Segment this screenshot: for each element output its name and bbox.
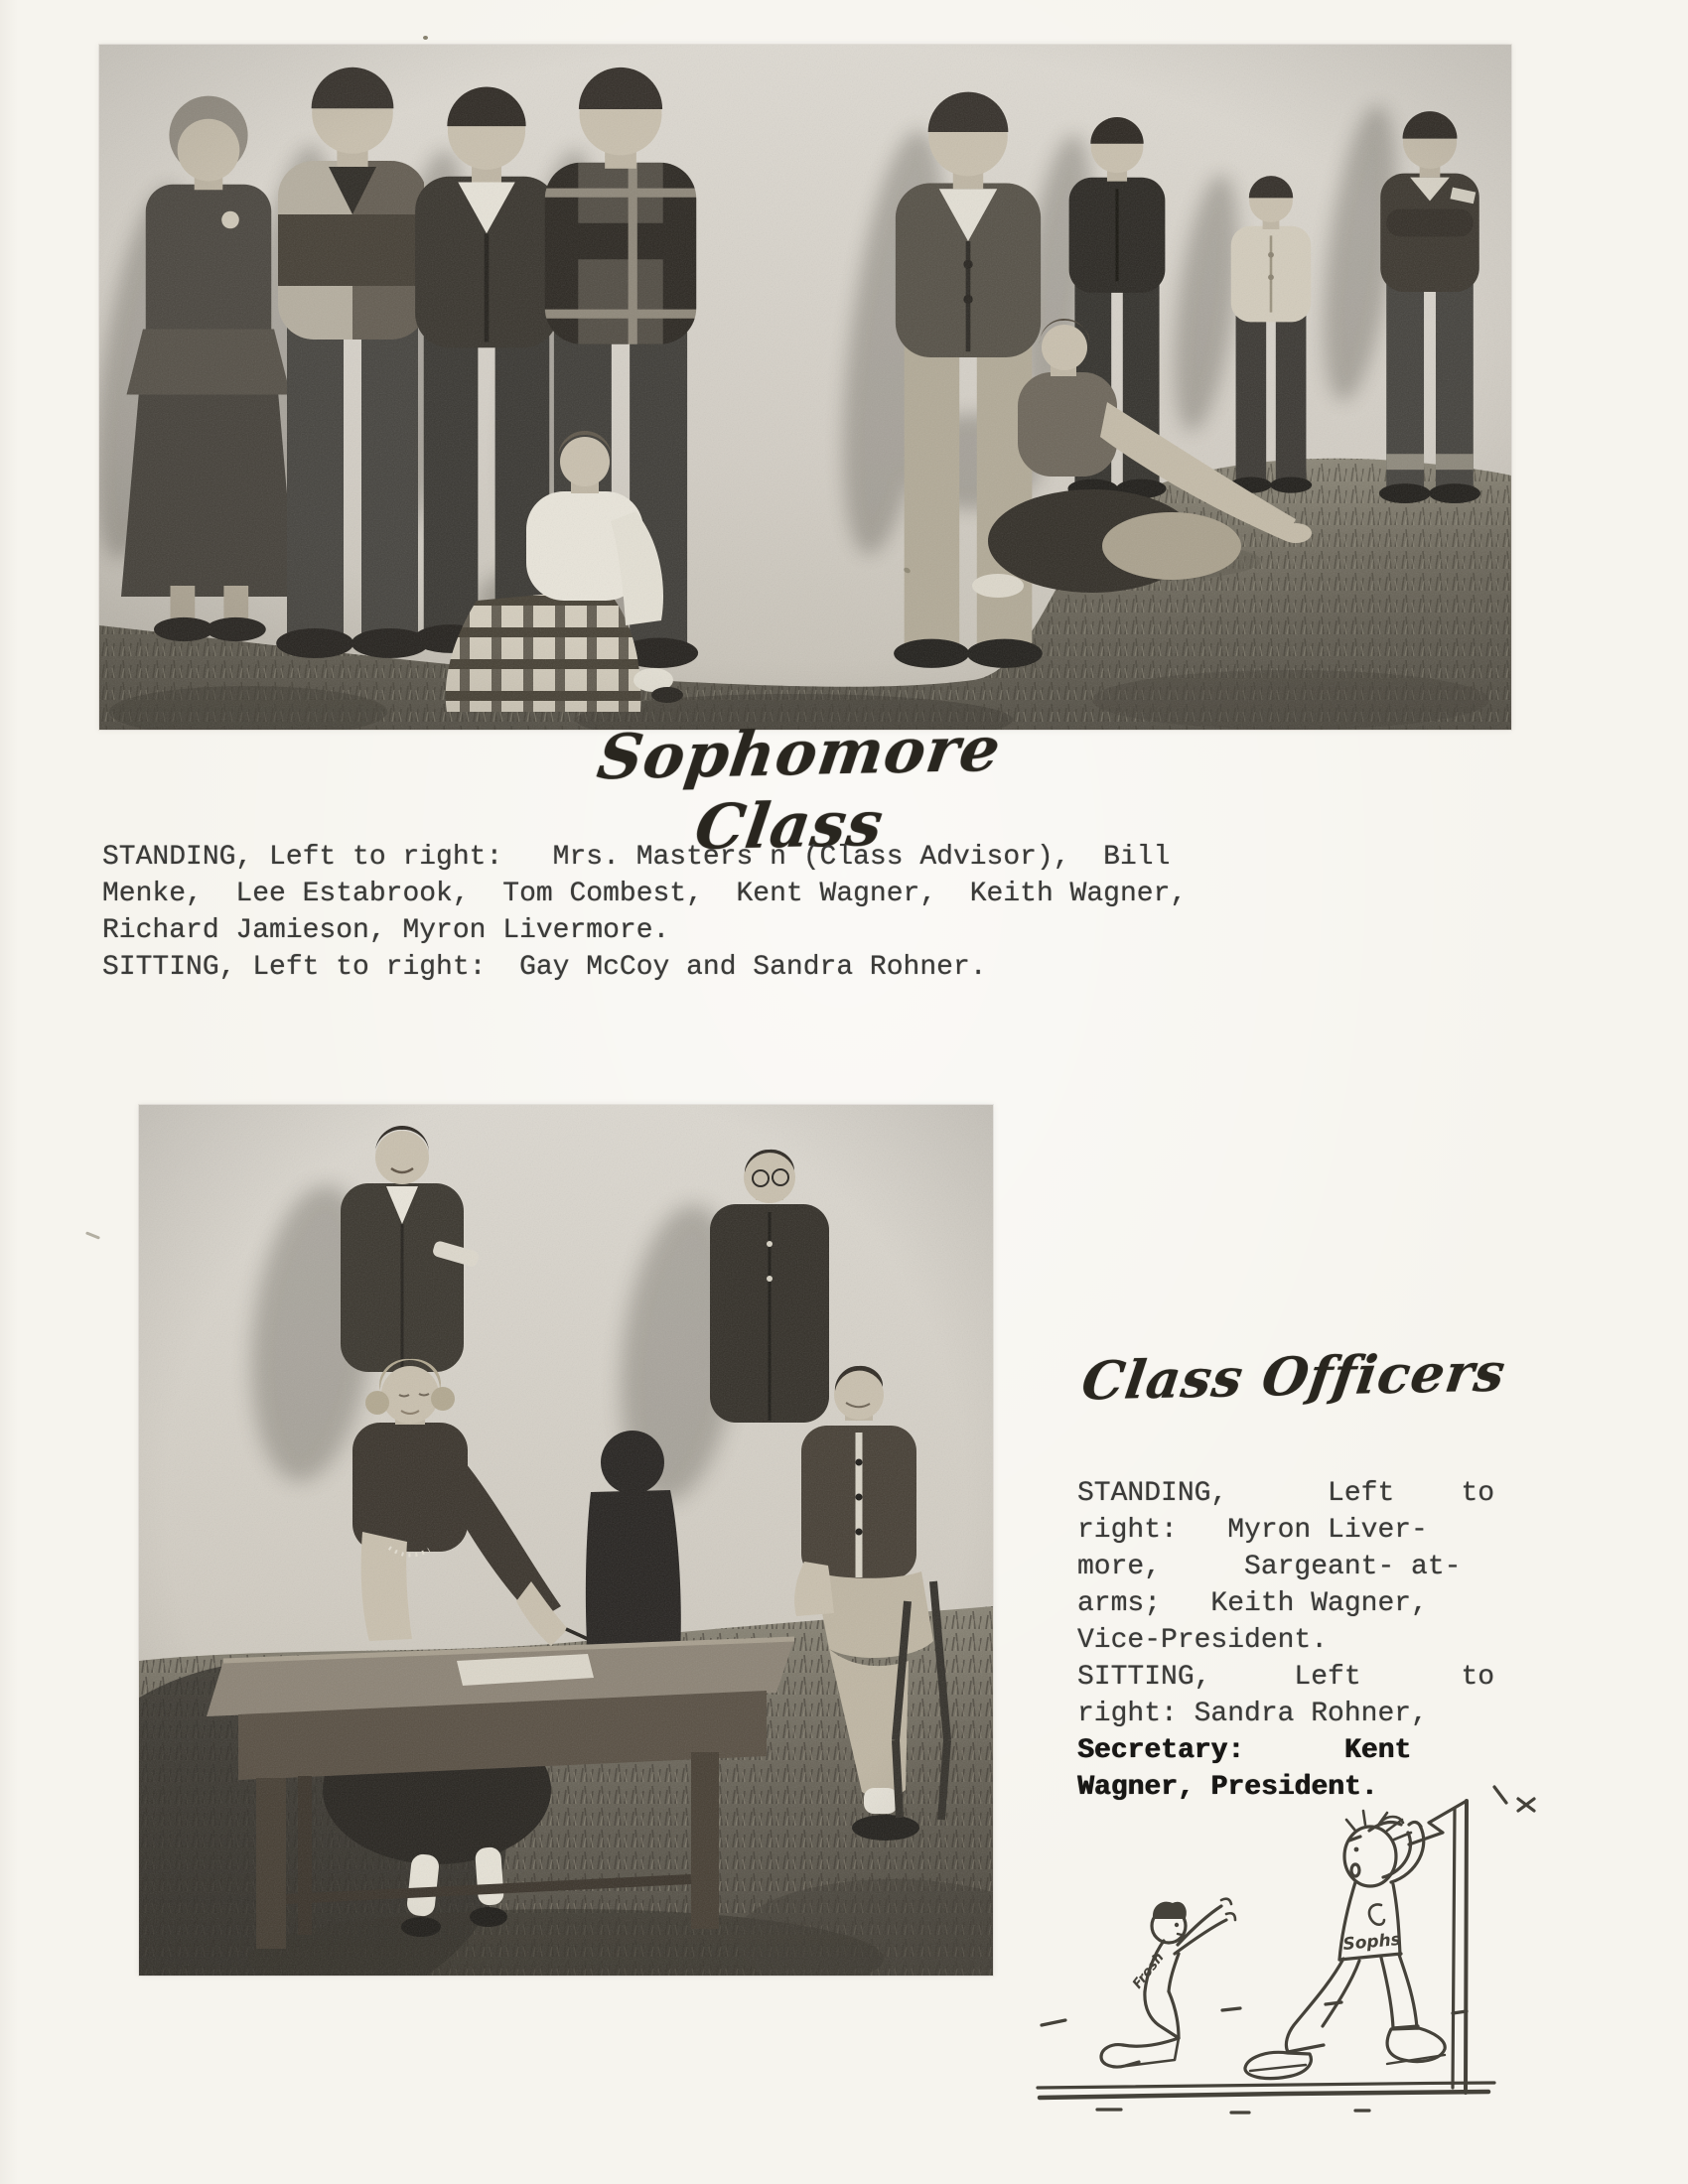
scan-speck [423, 36, 428, 40]
class-officers-photo [139, 1105, 993, 1976]
sophs-shirt-label: Sophs [1341, 1929, 1402, 1955]
photo-grain [139, 1105, 993, 1976]
caption-line-bold: Wagner, President. [1077, 1772, 1378, 1803]
scan-speck [85, 1231, 100, 1239]
photo-grain [99, 45, 1511, 730]
caption-line: STANDING, Left to [1077, 1478, 1495, 1509]
officers-caption [1077, 1475, 1544, 1806]
caption-line: Vice-President. [1077, 1625, 1329, 1656]
frosh-sophs-cartoon [1028, 1779, 1554, 2116]
caption-line-bold: Secretary: Kent [1077, 1735, 1412, 1766]
caption-line: STANDING, Left to right: Mrs. Masters n (Class Advisor), Bill [102, 842, 1171, 873]
caption-line: SITTING, Left to right: Gay McCoy and Sandra Rohner. [102, 952, 987, 983]
officers-caption-regular [1077, 1475, 1544, 1732]
sophomore-caption [102, 839, 1254, 986]
sophomore-class-title: Sophomore Class [593, 712, 1006, 864]
caption-line: right: Myron Liver- [1077, 1515, 1428, 1546]
class-officers-title: Class Officers [1077, 1341, 1510, 1413]
caption-line: right: Sandra Rohner, [1077, 1699, 1428, 1729]
caption-line: Richard Jamieson, Myron Livermore. [102, 915, 670, 946]
frosh-shirt-label: Frosh [1129, 1950, 1168, 1992]
freshman-figure [1101, 1899, 1235, 2067]
caption-line: Menke, Lee Estabrook, Tom Combest, Kent Wagner, Keith Wagner, [102, 879, 1188, 909]
sophomore-class-photo [99, 45, 1511, 730]
caption-line: more, Sargeant- at- [1077, 1552, 1462, 1582]
caption-line: arms; Keith Wagner, [1077, 1588, 1428, 1619]
caption-line: SITTING, Left to [1077, 1662, 1495, 1693]
